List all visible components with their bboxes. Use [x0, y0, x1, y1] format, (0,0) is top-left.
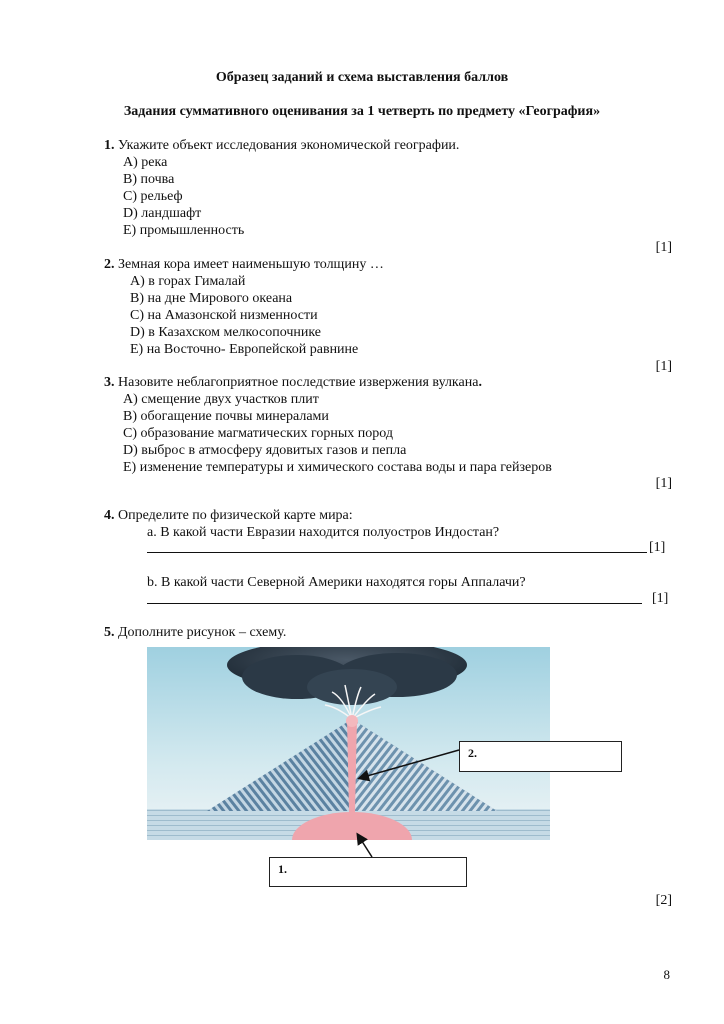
option: C) рельеф	[123, 189, 183, 204]
answer-line-a[interactable]	[147, 552, 647, 553]
option: A) река	[123, 155, 168, 170]
option: C) образование магматических горных пород	[123, 426, 393, 441]
document-subtitle: Задания суммативного оценивания за 1 четверть по предмету «География»	[123, 104, 601, 119]
option: E) на Восточно- Европейской равнине	[130, 342, 359, 357]
score-mark: [1]	[649, 540, 666, 555]
question-text: Укажите объект исследования экономической географии.	[118, 138, 460, 153]
question-4	[104, 508, 353, 524]
label-number: 1.	[278, 862, 287, 876]
question-number: 4.	[104, 508, 115, 523]
question-2	[104, 257, 384, 273]
option: E) изменение температуры и химического состава воды и пара гейзеров	[123, 460, 552, 475]
page-number: 8	[663, 967, 670, 982]
question-1	[104, 138, 459, 154]
question-text: Назовите неблагоприятное последствие извержения вулкана	[118, 375, 479, 390]
score-mark: [1]	[655, 240, 672, 255]
question-number: 2.	[104, 257, 115, 272]
question-3	[104, 375, 482, 391]
option: B) почва	[123, 172, 175, 187]
option: D) ландшафт	[123, 206, 202, 221]
question-number: 5.	[104, 625, 115, 640]
question-text-end: .	[478, 375, 482, 390]
option: E) промышленность	[123, 223, 245, 238]
document-title: Образец заданий и схема выставления баллов	[215, 70, 509, 85]
crater	[346, 715, 358, 727]
score-mark: [1]	[655, 476, 672, 491]
question-5	[104, 625, 286, 641]
question-number: 3.	[104, 375, 115, 390]
option: C) на Амазонской низменности	[130, 308, 318, 323]
option: D) выброс в атмосферу ядовитых газов и пепла	[123, 443, 407, 458]
subquestion-b: b. В какой части Северной Америки находятся горы Аппалачи?	[147, 575, 526, 590]
option: A) смещение двух участков плит	[123, 392, 319, 407]
option: D) в Казахском мелкосопочнике	[130, 325, 322, 340]
label-box-2[interactable]	[459, 741, 622, 772]
question-text: Определите по физической карте мира:	[118, 508, 353, 523]
question-text: Дополните рисунок – схему.	[118, 625, 287, 640]
score-mark: [2]	[655, 893, 672, 908]
label-number: 2.	[468, 746, 477, 760]
label-box-1[interactable]	[269, 857, 467, 887]
option: B) на дне Мирового океана	[130, 291, 293, 306]
option: B) обогащение почвы минералами	[123, 409, 329, 424]
option: A) в горах Гималай	[130, 274, 246, 289]
question-number: 1.	[104, 138, 115, 153]
answer-line-b[interactable]	[147, 603, 642, 604]
subquestion-a: a. В какой части Евразии находится полуостров Индостан?	[147, 525, 500, 540]
score-mark: [1]	[652, 591, 669, 606]
score-mark: [1]	[655, 359, 672, 374]
question-text: Земная кора имеет наименьшую толщину …	[118, 257, 384, 272]
